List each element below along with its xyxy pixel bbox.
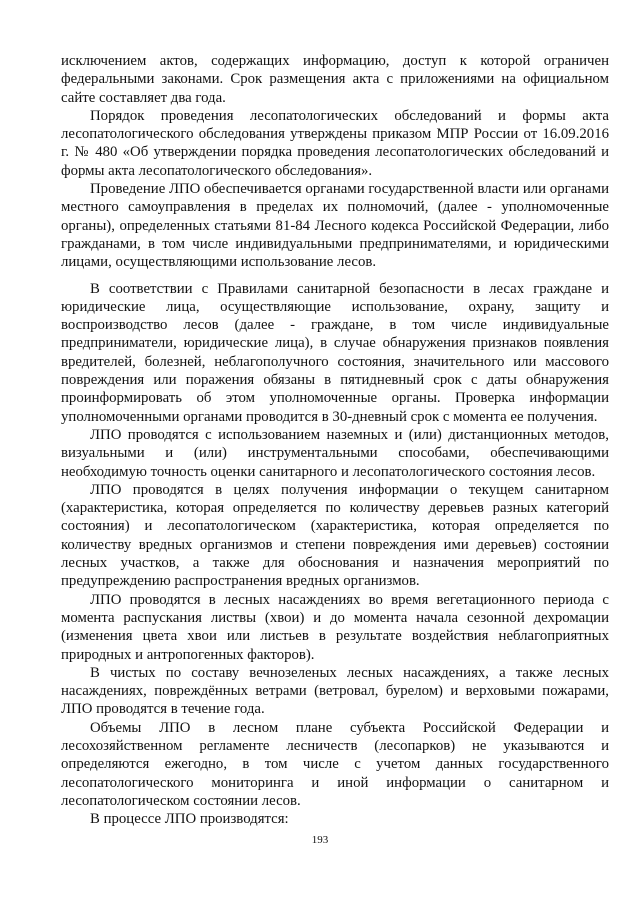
paragraph-1: исключением актов, содержащих информацию, доступ к которой ограничен федеральными законами. Срок размещения акта с приложениями на официальном сайте составляет два года. [61, 53, 609, 106]
paragraph-5: ЛПО проводятся с использованием наземных и (или) дистанционных методов, визуальными и (или) инструментальными способами, обеспечивающими необходимую точность оценки санитарного и лесопатологического состояния лесов. [61, 426, 609, 480]
body-text [61, 52, 609, 828]
paragraph-3: Проведение ЛПО обеспечивается органами государственной власти или органами местного самоуправления в пределах их полномочий, (далее - уполномоченные органы), определенных статьями 81-84 Лесного кодекса Российской Федерации, либо гражданами, в том числе индивидуальными предпринимателями, и юридическими лицами, осуществляющими использование лесов. [61, 181, 609, 271]
paragraph-7: ЛПО проводятся в лесных насаждениях во время вегетационного периода с момента распускания листвы (хвои) и до момента начала сезонной дехромации (изменения цвета хвои или листьев в результате воздействия неблагоприятных природных и антропогенных факторов). [61, 591, 609, 663]
paragraph-10: В процессе ЛПО производятся: [90, 811, 289, 828]
paragraph-2: Порядок проведения лесопатологических обследований и формы акта лесопатологического обследования утверждены приказом МПР России от 16.09.2016 г. № 480 «Об утверждении порядка проведения лесопатологических обследований и формы акта лесопатологического обследования». [61, 107, 609, 179]
paragraph-8: В чистых по составу вечнозеленых лесных насаждениях, а также лесных насаждениях, повреждённых ветрами (ветровал, бурелом) и верховыми пожарами, ЛПО проводятся в течение года. [61, 664, 609, 718]
page-number: 193 [311, 834, 329, 846]
paragraph-4: В соответствии с Правилами санитарной безопасности в лесах граждане и юридические лица, осуществляющие использование, охрану, защиту и воспроизводство лесов (далее - граждане, в том числе индивидуальные предприниматели, юридические лица), в случае обнаружения признаков появления вредителей, болезней, неблагополучного состояния, значительного или массового повреждения или поражения обязаны в пятидневный срок с даты обнаружения проинформировать об этом уполномоченные органы. Проверка информации уполномоченными органами проводится в 30-дневный срок с момента ее получения. [61, 280, 609, 425]
paragraph-6: ЛПО проводятся в целях получения информации о текущем санитарном (характеристика, которая определяется по количеству деревьев разных категорий состояния) и лесопатологическом (характеристика, которая определяется по количеству вредных организмов и степени повреждения ими деревьев) состоянии лесных участков, а также для обоснования и назначения мероприятий по предупреждению распространения вредных организмов. [61, 481, 609, 590]
paragraph-9: Объемы ЛПО в лесном плане субъекта Российской Федерации и лесохозяйственном регламенте лесничеств (лесопарков) не указываются и определяются ежегодно, в том числе с учетом данных государственного лесопатологического мониторинга и иной информации о санитарном и лесопатологическом состоянии лесов. [61, 719, 609, 809]
